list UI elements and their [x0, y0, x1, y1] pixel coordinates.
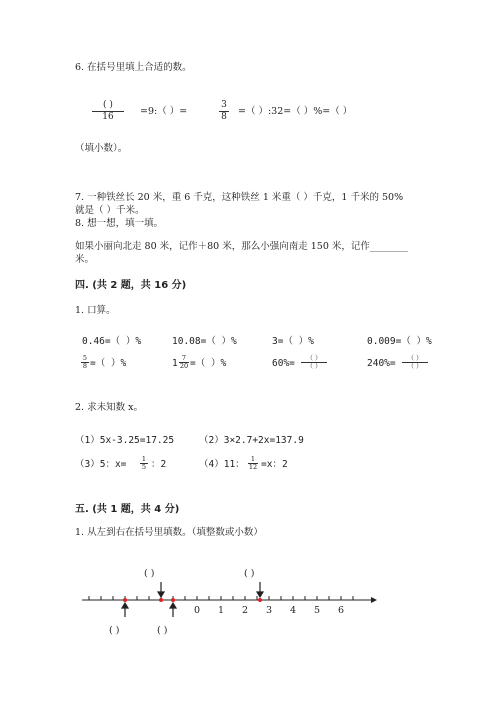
q7-line1: 7. 一种铁丝长 20 米，重 6 千克，这种铁丝 1 米重（ ）千克，1 千米的 50% [75, 192, 404, 203]
tick-label-1: 1 [218, 605, 225, 616]
point-c [171, 598, 175, 602]
q8-title: 8. 想一想，填一填。 [75, 218, 164, 229]
fraction-numerator[interactable]: ( ) [103, 100, 113, 110]
equation-3-pre: （3）5：x= [75, 459, 127, 470]
fraction-numerator: 7 [181, 354, 187, 362]
equation-4-post: =x：2 [261, 459, 288, 470]
q6-title: 6. 在括号里填上合适的数。 [75, 62, 192, 73]
point-d [258, 598, 262, 602]
equation-2: （2）3×2.7+2x=137.9 [199, 435, 304, 446]
q6-ratio-part: =9:（ ）= [140, 106, 188, 117]
s5-q1-title: 1. 从左到右在括号里填数。（填整数或小数） [75, 527, 263, 538]
answer-blank-top-2[interactable]: ( ) [244, 568, 255, 579]
tick-label-2: 2 [242, 605, 249, 616]
point-a [123, 598, 127, 602]
equation-3-post: ：2 [151, 459, 167, 470]
number-line-ticks [89, 596, 353, 600]
fraction-denominator: 16 [102, 112, 114, 122]
tick-label-3: 3 [266, 605, 273, 616]
answer-blank-top-1[interactable]: ( ) [144, 568, 155, 579]
tick-label-0: 0 [194, 605, 201, 616]
point-b [159, 598, 163, 602]
section5-title: 五. (共 1 题，共 4 分) [75, 504, 180, 515]
q8-line2: 米。 [75, 254, 95, 265]
oral-item-1[interactable]: 0.46=（ ）% [82, 336, 142, 347]
fraction-numerator[interactable]: （ ） [407, 354, 423, 362]
q7-line2: 就是（ ）千米。 [75, 205, 145, 216]
fraction-numerator: 1 [141, 455, 147, 463]
equation-1: （1）5x-3.25=17.25 [75, 435, 175, 446]
fraction-denominator: 5 [141, 463, 147, 471]
tick-label-6: 6 [338, 605, 345, 616]
fraction-denominator[interactable]: （ ） [407, 362, 423, 370]
answer-blank-bottom-2[interactable]: ( ) [157, 625, 168, 636]
fraction-denominator: 8 [221, 112, 227, 122]
mixed-whole: 1 [172, 358, 178, 369]
q6-note: （填小数）。 [75, 143, 128, 154]
fraction-numerator: 5 [82, 354, 88, 362]
fraction-numerator[interactable]: （ ） [306, 354, 322, 362]
q8-line1: 如果小丽向北走 80 米，记作＋80 米，那么小强向南走 150 米，记作________ [75, 241, 408, 252]
fraction-denominator: 20 [179, 362, 189, 370]
fraction-denominator: 8 [82, 362, 88, 370]
equation-4-pre: （4）11： [199, 459, 245, 470]
answer-blank-bottom-1[interactable]: ( ) [109, 625, 120, 636]
fraction-numerator: 1 [250, 455, 256, 463]
oral-item-5[interactable]: =（ ）% [90, 358, 127, 369]
tick-label-5: 5 [314, 605, 321, 616]
s4-q2-title: 2. 求未知数 x。 [75, 402, 143, 413]
q6-blanks[interactable]: =（ ）:32=（ ）%=（ ） [238, 106, 353, 117]
tick-label-4: 4 [290, 605, 297, 616]
oral-item-8-label: 240%= [367, 358, 396, 369]
section4-title: 四. (共 2 题，共 16 分) [75, 280, 187, 291]
oral-item-7-label: 60%= [272, 358, 295, 369]
fraction-denominator[interactable]: （ ） [306, 362, 322, 370]
oral-item-4[interactable]: 0.009=（ ）% [367, 336, 432, 347]
fraction-denominator: 12 [248, 463, 258, 471]
fraction-numerator: 3 [221, 100, 227, 110]
oral-item-2[interactable]: 10.08=（ ）% [172, 336, 237, 347]
oral-item-3[interactable]: 3=（ ）% [272, 336, 314, 347]
s4-q1-title: 1. 口算。 [75, 305, 116, 316]
oral-item-6[interactable]: =（ ）% [190, 358, 227, 369]
